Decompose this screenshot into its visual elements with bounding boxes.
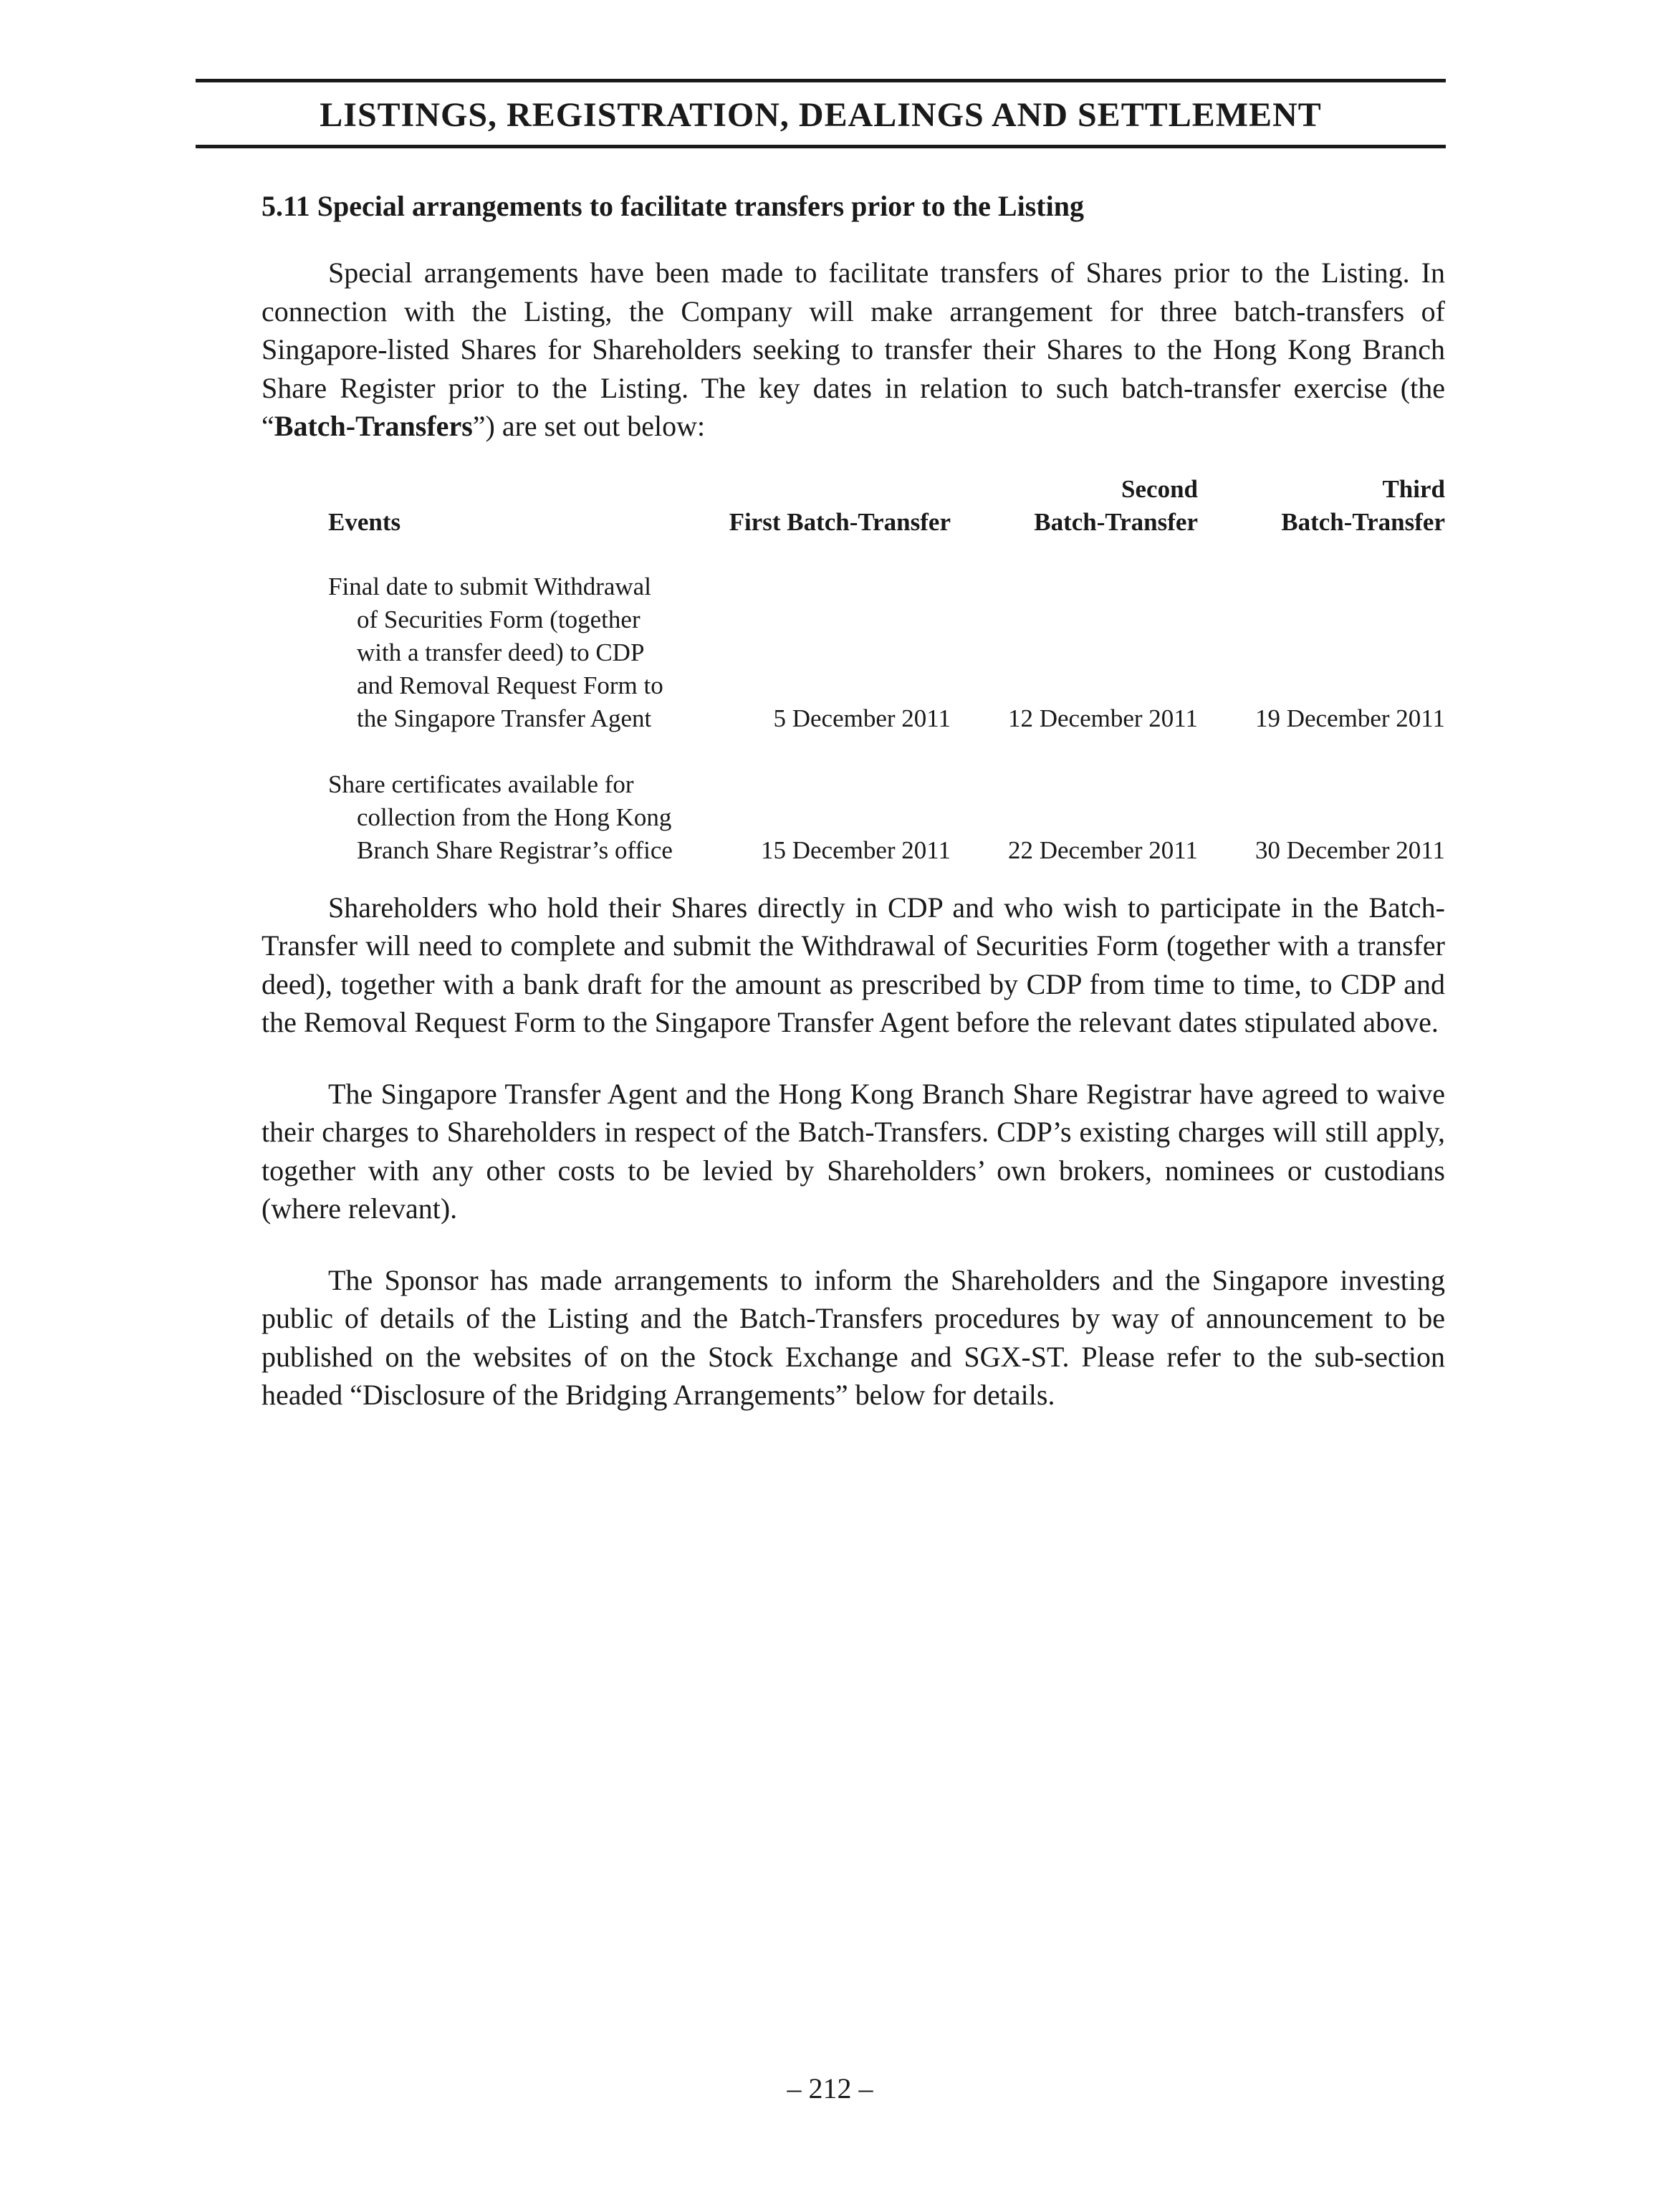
header-second-line1: Second [1121, 474, 1198, 503]
header-second-batch [1034, 473, 1198, 539]
table-row [262, 570, 1445, 735]
event-line: Share certificates available for [328, 770, 634, 798]
event-line: of Securities Form (together [357, 605, 641, 633]
event-description [328, 768, 729, 867]
event-line: Final date to submit Withdrawal [328, 572, 651, 600]
intro-text-end: ”) are set out below: [472, 410, 706, 442]
third-batch-date: 19 December 2011 [1255, 704, 1445, 732]
body-paragraph: The Sponsor has made arrangements to inform the Shareholders and the Singapore investing public of details of the Listing and the Batch-Transfers procedures by way of announcement to be published on the websites of on the Stock Exchange and SGX-ST. Please refer to the sub-section headed “Disclosure of the Bridging Arrangements” below for details. [262, 1263, 1445, 1411]
header-events: Events [328, 507, 401, 536]
second-batch-date: 22 December 2011 [1008, 836, 1198, 864]
header-first-batch: First Batch-Transfer [729, 507, 951, 536]
header-third-line2: Batch-Transfer [1281, 507, 1445, 536]
running-header [196, 79, 1446, 148]
second-batch-date: 12 December 2011 [1008, 704, 1198, 732]
section-heading: 5.11 Special arrangements to facilitate transfers prior to the Listing [262, 190, 1084, 222]
first-batch-date: 15 December 2011 [761, 836, 951, 864]
body-paragraph: The Singapore Transfer Agent and the Hong Kong Branch Share Registrar have agreed to waive their charges to Shareholders in respect of the Batch-Transfers. CDP’s existing charges will still apply, together with any other costs to be levied by Shareholders’ own brokers, nominees or custodians (where relevant). [262, 1077, 1445, 1225]
event-line: the Singapore Transfer Agent [357, 704, 652, 732]
body-paragraph: Shareholders who hold their Shares directly in CDP and who wish to participate in the Batch-Transfer will need to complete and submit the Withdrawal of Securities Form (together with a transfer deed), together with a bank draft for the amount as prescribed by CDP from time to time, to CDP and the Removal Request Form to the Singapore Transfer Agent before the relevant dates stipulated above. [262, 891, 1445, 1038]
intro-defined-term: Batch-Transfers [274, 410, 473, 442]
header-bottom-rule [196, 145, 1446, 148]
event-line: collection from the Hong Kong [357, 803, 672, 831]
event-line: Branch Share Registrar’s office [357, 836, 673, 864]
key-dates-table [262, 473, 1445, 867]
header-third-line1: Third [1382, 474, 1445, 503]
event-line: with a transfer deed) to CDP [357, 638, 645, 666]
page-number: – 212 – [787, 2072, 873, 2105]
third-batch-date: 30 December 2011 [1255, 836, 1445, 864]
event-line: and Removal Request Form to [357, 671, 663, 699]
first-batch-date: 5 December 2011 [773, 704, 951, 732]
header-third-batch [1281, 473, 1445, 539]
header-second-line2: Batch-Transfer [1034, 507, 1198, 536]
page-content [262, 188, 1445, 1414]
intro-text-start: Special arrangements have been made to facilitate transfers of Shares prior to the Listing. In connection with the Listing, the Company will make arrangement for three batch-transfers of Singapore-listed Shares for Shareholders seeking to transfer their Shares to the Hong Kong Branch Share Register prior to the Listing. The key dates in relation to such batch-transfer exercise (the “ [262, 257, 1445, 442]
table-header-row [262, 473, 1445, 539]
header-title: LISTINGS, REGISTRATION, DEALINGS AND SETTLEMENT [320, 96, 1322, 134]
table-row [262, 768, 1445, 867]
intro-paragraph [262, 254, 1445, 446]
event-description [328, 570, 729, 735]
